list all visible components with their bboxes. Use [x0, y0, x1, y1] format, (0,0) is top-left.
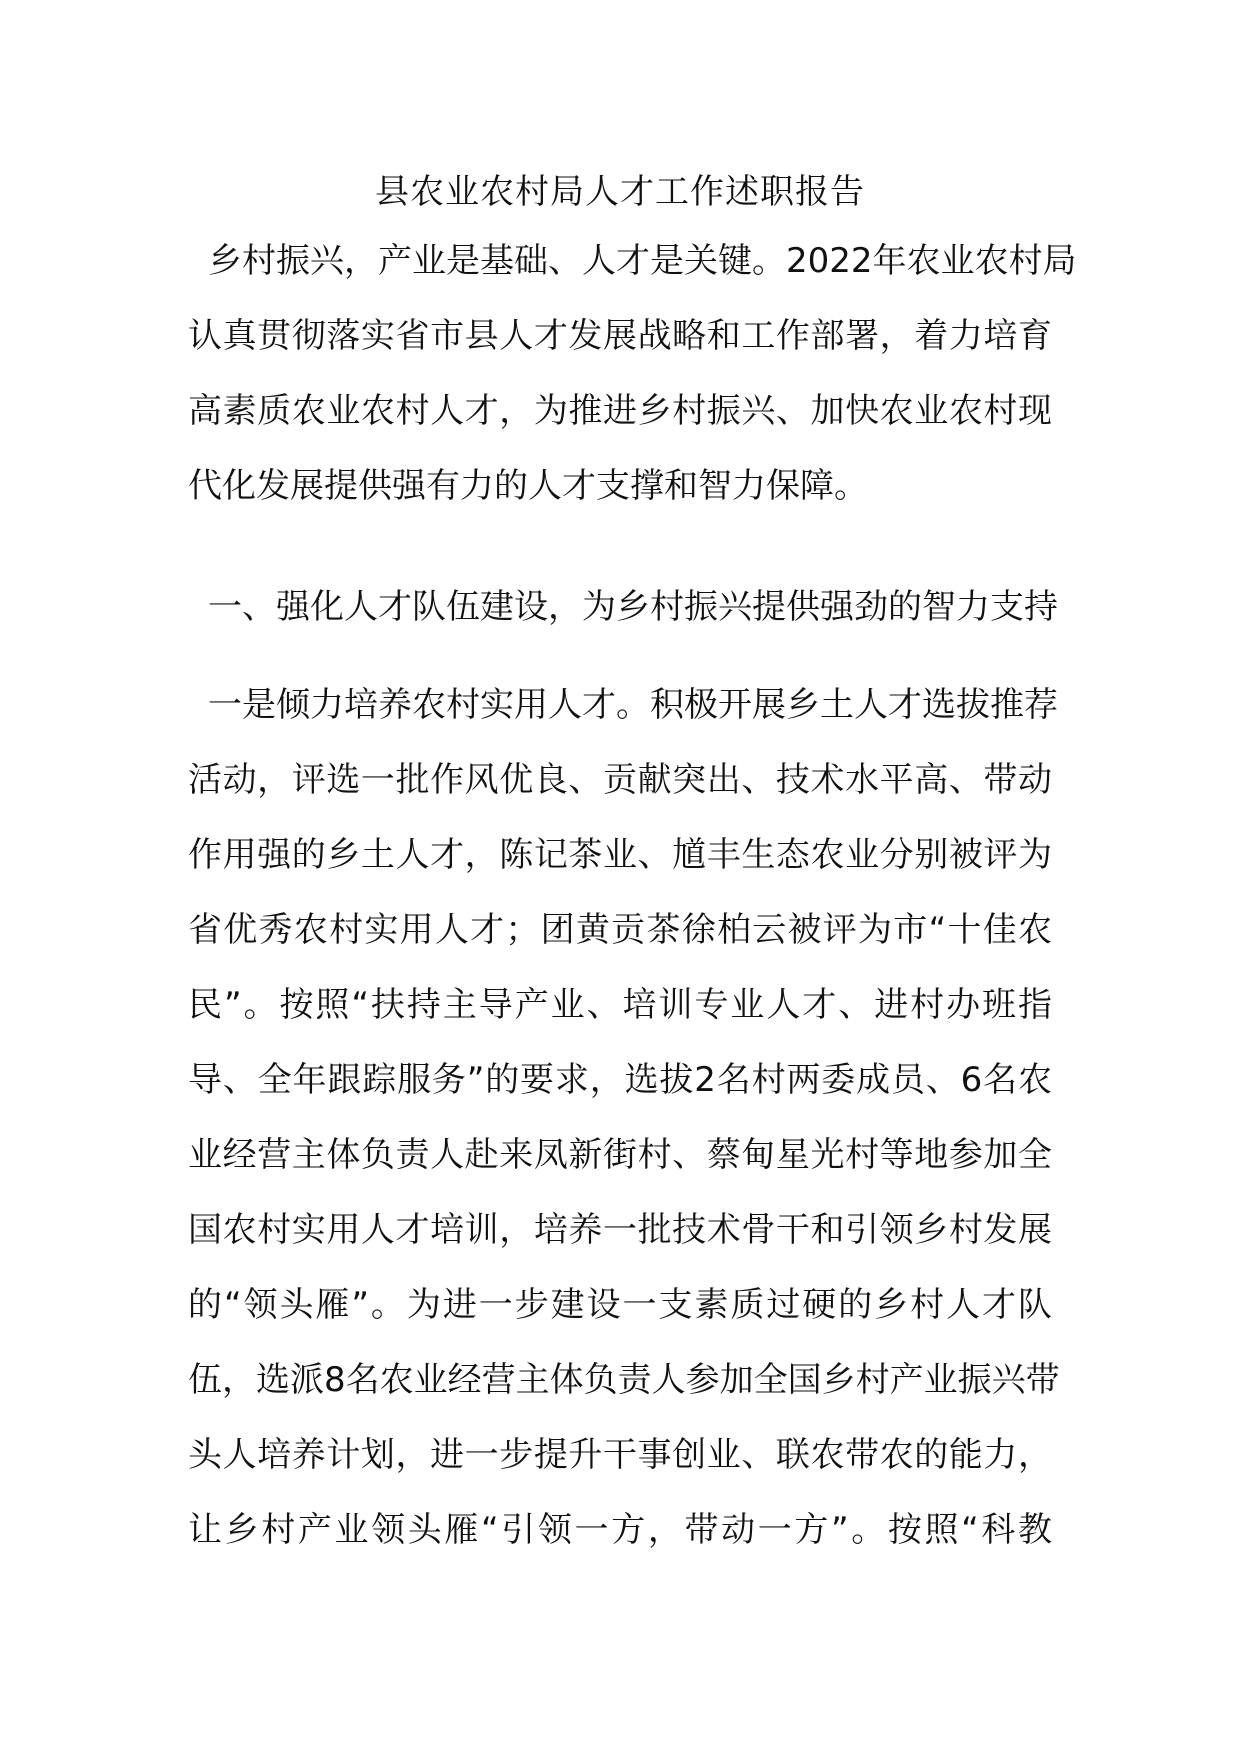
section-heading-text: 一、强化人才队伍建设，为乡村振兴提供强劲的智力支持: [208, 587, 1058, 627]
paragraph-line: 作用强的乡土人才，陈记茶业、馗丰生态农业分别被评为: [188, 835, 1052, 875]
paragraph-line: 让乡村产业领头雁“引领一方，带动一方”。按照“科教: [188, 1510, 1052, 1550]
paragraph-line: 活动，评选一批作风优良、贡献突出、技术水平高、带动: [188, 760, 1052, 800]
paragraph-line: 业经营主体负责人赴来凤新街村、蔡甸星光村等地参加全: [188, 1135, 1052, 1175]
section-heading: [188, 570, 1058, 645]
paragraph-line: 的“领头雁”。为进一步建设一支素质过硬的乡村人才队: [188, 1285, 1052, 1325]
paragraph-line: 一是倾力培养农村实用人才。积极开展乡土人才选拔推荐: [208, 685, 1058, 725]
paragraph-line: 乡村振兴，产业是基础、人才是关键。2022年农业农村局: [208, 241, 1077, 281]
paragraph-line: 头人培养计划，进一步提升干事创业、联农带农的能力，: [188, 1435, 1052, 1475]
paragraph-line: 高素质农业农村人才，为推进乡村振兴、加快农业农村现: [188, 391, 1052, 431]
paragraph-line: 伍，选派8名农业经营主体负责人参加全国乡村产业振兴带: [188, 1360, 1060, 1400]
paragraph-line: 国农村实用人才培训，培养一批技术骨干和引领乡村发展: [188, 1210, 1052, 1250]
paragraph-intro: [188, 224, 1077, 524]
paragraph-line: 民”。按照“扶持主导产业、培训专业人才、进村办班指: [188, 985, 1052, 1025]
document-title: 县农业农村局人才工作述职报告: [375, 172, 865, 212]
paragraph-line: 认真贯彻落实省市县人才发展战略和工作部署，着力培育: [188, 316, 1052, 356]
paragraph-line: 导、全年跟踪服务”的要求，选拔2名村两委成员、6名农: [188, 1060, 1052, 1100]
paragraph-talent-training: [188, 668, 1060, 1568]
paragraph-line: 代化发展提供强有力的人才支撑和智力保障。: [188, 466, 868, 506]
paragraph-line: 省优秀农村实用人才；团黄贡茶徐柏云被评为市“十佳农: [188, 910, 1052, 950]
